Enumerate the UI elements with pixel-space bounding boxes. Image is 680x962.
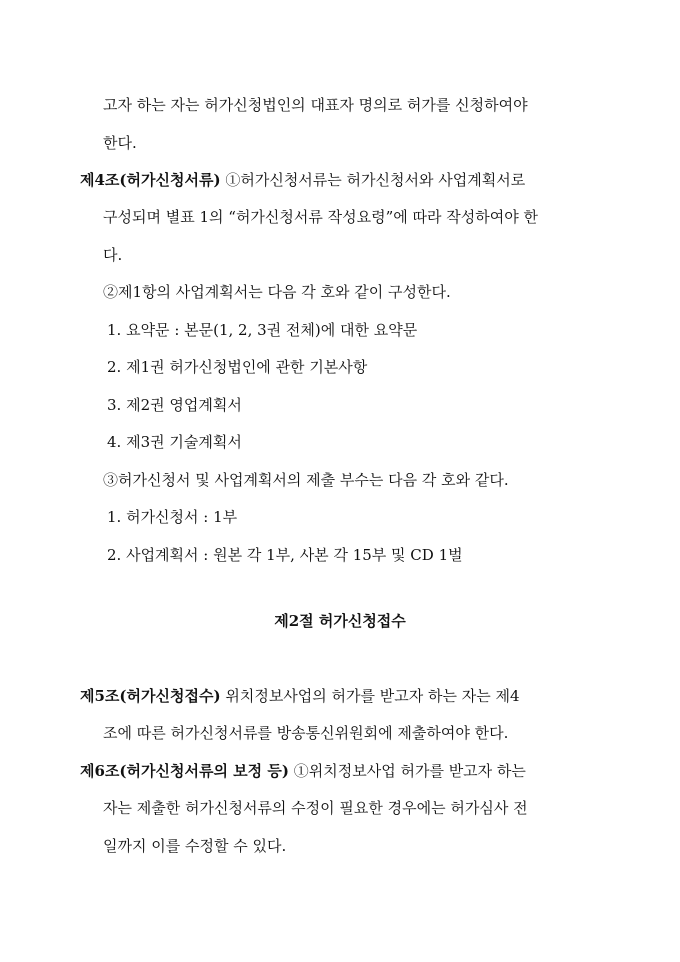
article-4-line-3: 다.	[103, 246, 123, 264]
section-2-title: 제2절 허가신청접수	[274, 612, 406, 630]
article-4-para2-item: 4. 제3권 기술계획서	[107, 433, 242, 451]
article-6-heading: 제6조(허가신청서류의 보정 등)	[80, 762, 289, 780]
article-4-para3-intro: ③허가신청서 및 사업계획서의 제출 부수는 다음 각 호와 같다.	[103, 471, 509, 489]
article-6-line-2: 자는 제출한 허가신청서류의 수정이 필요한 경우에는 허가심사 전	[103, 799, 528, 817]
article-4-para2-item: 3. 제2권 영업계획서	[107, 396, 242, 414]
article-4-para3-item: 1. 허가신청서 : 1부	[107, 508, 238, 526]
article-4-para1-text: ①허가신청서류는 허가신청서와 사업계획서로	[225, 171, 526, 189]
article-4-heading: 제4조(허가신청서류)	[80, 171, 221, 189]
article-5-line-2: 조에 따른 허가신청서류를 방송통신위원회에 제출하여야 한다.	[103, 724, 509, 742]
article-6-line-3: 일까지 이를 수정할 수 있다.	[103, 837, 287, 855]
article-4-para2-item: 2. 제1권 허가신청법인에 관한 기본사항	[107, 358, 368, 376]
article-3-line-1: 고자 하는 자는 허가신청법인의 대표자 명의로 허가를 신청하여야	[103, 96, 528, 114]
article-5-text: 위치정보사업의 허가를 받고자 하는 자는 제4	[225, 687, 520, 705]
article-3-line-2: 한다.	[103, 134, 137, 152]
article-4-para3-item: 2. 사업계획서 : 원본 각 1부, 사본 각 15부 및 CD 1벌	[107, 546, 463, 564]
article-4-line-2: 구성되며 별표 1의 “허가신청서류 작성요령”에 따라 작성하여야 한	[103, 208, 538, 226]
article-5-line-1	[80, 686, 520, 706]
article-6-line-1	[80, 761, 526, 781]
article-5-heading: 제5조(허가신청접수)	[80, 687, 221, 705]
article-4-line-1	[80, 170, 525, 190]
article-6-text: ①위치정보사업 허가를 받고자 하는	[293, 762, 526, 780]
article-4-para2-item: 1. 요약문 : 본문(1, 2, 3권 전체)에 대한 요약문	[107, 321, 418, 339]
article-4-para2-intro: ②제1항의 사업계획서는 다음 각 호와 같이 구성한다.	[103, 283, 451, 301]
